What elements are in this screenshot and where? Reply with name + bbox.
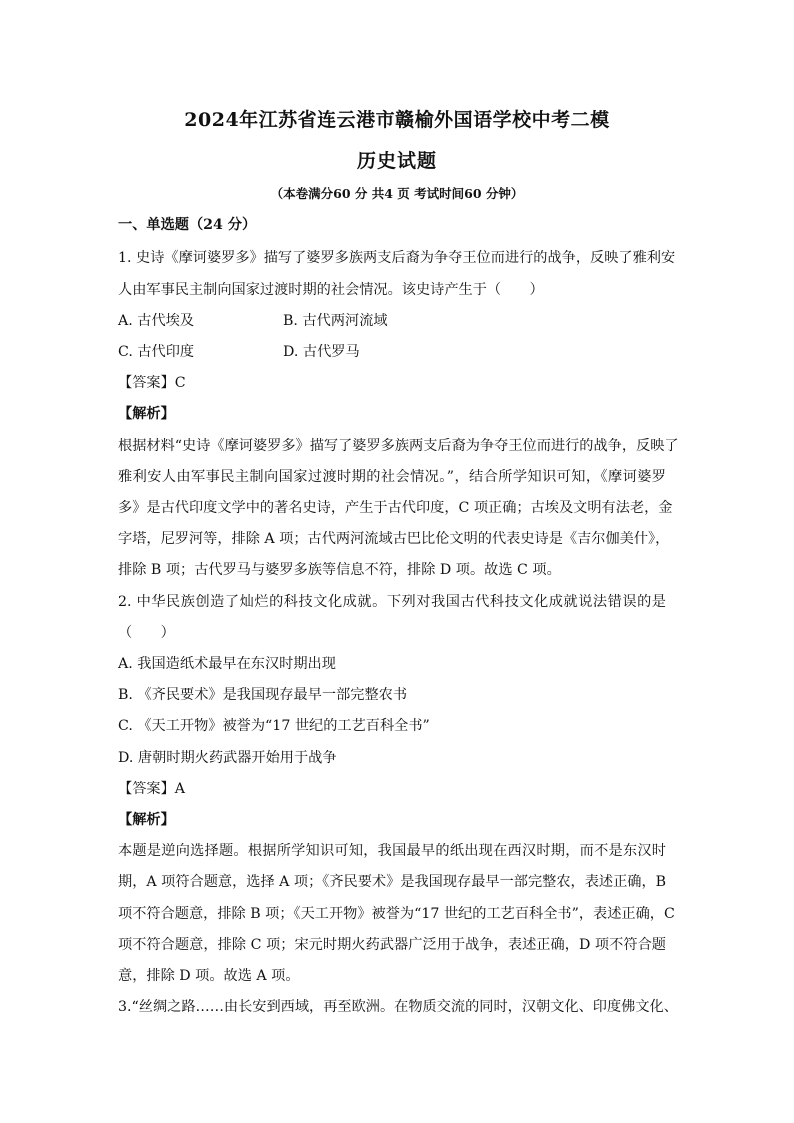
- q1-analysis-label: 【解析】: [118, 406, 175, 422]
- q2-answer: 【答案】A: [118, 781, 185, 797]
- exam-subtitle: 历史试题: [356, 150, 437, 172]
- exam-meta: （本卷满分60 分 共4 页 考试时间60 分钟）: [270, 186, 524, 201]
- q2-analysis-line2: 期，A 项符合题意，选择 A 项；《齐民要术》是我国现存最早一部完整农，表述正确，B: [118, 874, 667, 890]
- section-heading: 一、单选题（24 分）: [118, 217, 257, 233]
- q3-stem-line1: 3.“丝绸之路……由长安到西域，再至欧洲。在物质交流的同时，汉朝文化、印度佛文化、: [118, 999, 678, 1015]
- q2-analysis-label: 【解析】: [118, 812, 175, 828]
- q2-analysis-line1: 本题是逆向选择题。根据所学知识可知，我国最早的纸出现在西汉时期，而不是东汉时: [118, 843, 666, 859]
- q1-options-row2: [118, 342, 678, 362]
- q2-option-d: D. 唐朝时期火药武器开始用于战争: [118, 750, 337, 766]
- q2-analysis-line5: 意，排除 D 项。故选 A 项。: [118, 968, 300, 984]
- q2-analysis-line4: 项不符合题意，排除 C 项；宋元时期火药武器广泛用于战争，表述正确，D 项不符合题: [118, 937, 666, 953]
- q1-option-b: B. 古代两河流域: [283, 313, 388, 329]
- q2-option-c: C. 《天工开物》被誉为“17 世纪的工艺百科全书”: [118, 718, 430, 734]
- q1-analysis-line5: 排除 B 项；古代罗马与婆罗多族等信息不符，排除 D 项。故选 C 项。: [118, 562, 561, 578]
- exam-title: 2024年江苏省连云港市赣榆外国语学校中考二模: [184, 109, 610, 131]
- q1-stem-line2: 人由军事民主制向国家过渡时期的社会情况。该史诗产生于（ ）: [118, 282, 544, 298]
- q2-analysis-line3: 项不符合题意，排除 B 项；《天工开物》被誉为“17 世纪的工艺百科全书”，表述正确，C: [118, 906, 675, 922]
- q1-option-c: C. 古代印度: [118, 344, 195, 360]
- q1-analysis-line4: 字塔，尼罗河等，排除 A 项；古代两河流域古巴比伦文明的代表史诗是《吉尔伽美什》，: [118, 531, 670, 547]
- q1-analysis-line2: 雅利安人由军事民主制向国家过渡时期的社会情况。”，结合所学知识可知，《摩诃婆罗: [118, 469, 666, 485]
- q1-option-d: D. 古代罗马: [283, 344, 360, 360]
- q1-analysis-line3: 多》是古代印度文学中的著名史诗，产生于古代印度，C 项正确；古埃及文明有法老，金: [118, 500, 673, 516]
- q2-stem-line2: （ ）: [118, 625, 175, 641]
- q1-analysis-line1: 根据材料“史诗《摩诃婆罗多》描写了婆罗多族两支后裔为争夺王位而进行的战争，反映了: [118, 438, 679, 454]
- q2-option-b: B. 《齐民要术》是我国现存最早一部完整农书: [118, 687, 408, 703]
- q1-answer: 【答案】C: [118, 375, 186, 391]
- q2-option-a: A. 我国造纸术最早在东汉时期出现: [118, 656, 336, 672]
- q1-option-a: A. 古代埃及: [118, 313, 195, 329]
- q1-options-row1: [118, 311, 678, 331]
- q1-stem-line1: 1. 史诗《摩诃婆罗多》描写了婆罗多族两支后裔为争夺王位而进行的战争，反映了雅利安: [118, 250, 676, 266]
- q2-stem-line1: 2. 中华民族创造了灿烂的科技文化成就。下列对我国古代科技文化成就说法错误的是: [118, 594, 666, 610]
